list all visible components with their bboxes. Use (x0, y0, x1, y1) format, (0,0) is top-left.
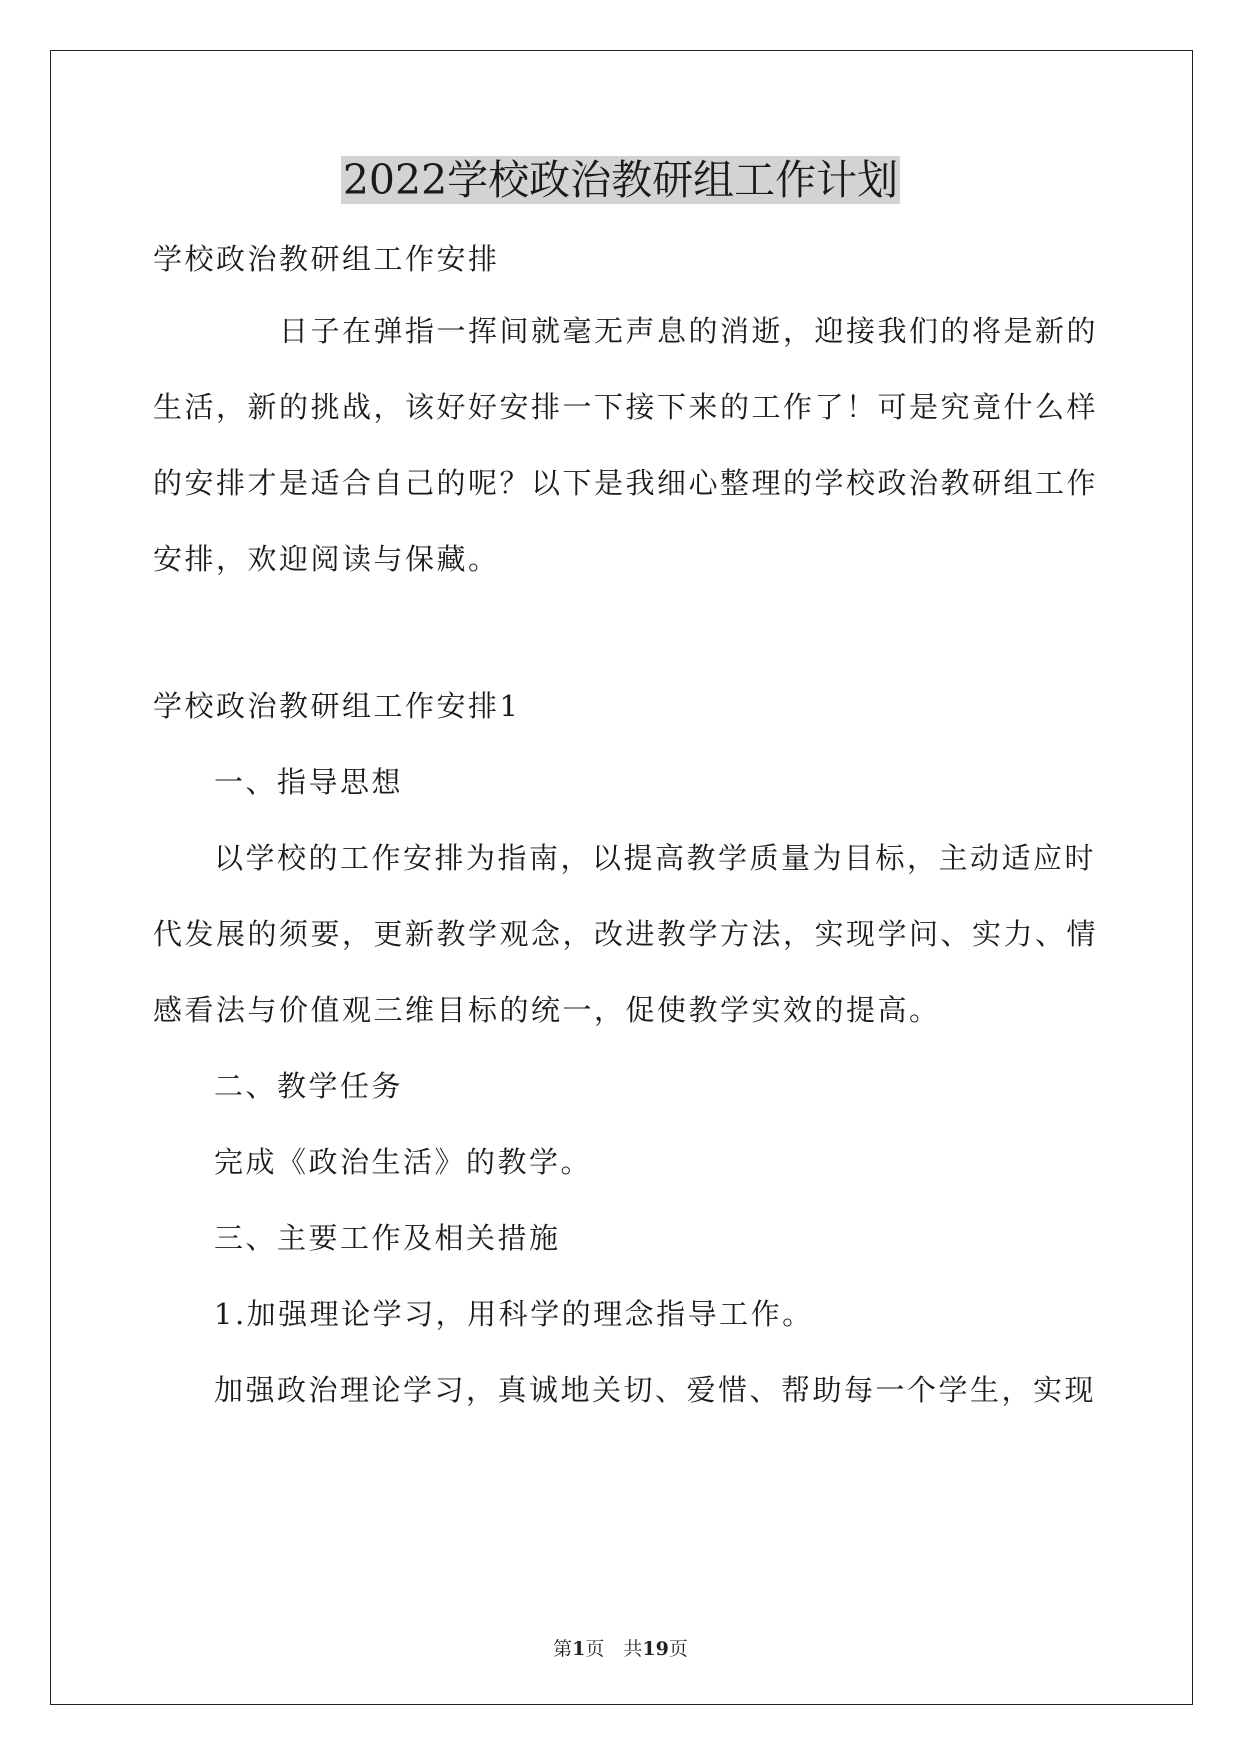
intro-line-4: 安排，欢迎阅读与保藏。 (153, 542, 500, 576)
heading-main-work: 三、主要工作及相关措施 (214, 1221, 561, 1255)
footer-suffix: 页 (668, 1638, 688, 1660)
footer-mid: 页 共 (585, 1638, 643, 1660)
intro-line-1: 日子在弹指一挥间就毫无声息的消逝，迎接我们的将是新的 (279, 314, 1099, 348)
document-title: 2022学校政治教研组工作计划 (342, 156, 899, 204)
heading-teaching-task: 二、教学任务 (214, 1069, 404, 1103)
intro-line-2: 生活，新的挑战，该好好安排一下接下来的工作了！可是究竟什么样 (153, 390, 1099, 424)
para-1-line-2: 代发展的须要，更新教学观念，改进教学方法，实现学问、实力、情 (153, 917, 1099, 951)
heading-guiding-thought: 一、指导思想 (214, 765, 404, 799)
para-2: 完成《政治生活》的教学。 (214, 1145, 593, 1179)
section-title: 学校政治教研组工作安排1 (153, 689, 521, 723)
subtitle: 学校政治教研组工作安排 (153, 242, 500, 276)
document-title-wrap (0, 152, 1241, 208)
footer-total-pages: 19 (642, 1638, 669, 1660)
para-1-line-3: 感看法与价值观三维目标的统一，促使教学实效的提高。 (153, 993, 941, 1027)
para-1-line-1: 以学校的工作安排为指南，以提高教学质量为目标，主动适应时 (214, 841, 1097, 875)
footer-prefix: 第 (553, 1638, 573, 1660)
page-footer (0, 1634, 1241, 1661)
para-3-line-1: 加强政治理论学习，真诚地关切、爱惜、帮助每一个学生，实现 (214, 1373, 1097, 1407)
item-1: 1.加强理论学习，用科学的理念指导工作。 (214, 1297, 814, 1331)
footer-page-number: 1 (572, 1638, 586, 1660)
intro-line-3: 的安排才是适合自己的呢？以下是我细心整理的学校政治教研组工作 (153, 466, 1099, 500)
